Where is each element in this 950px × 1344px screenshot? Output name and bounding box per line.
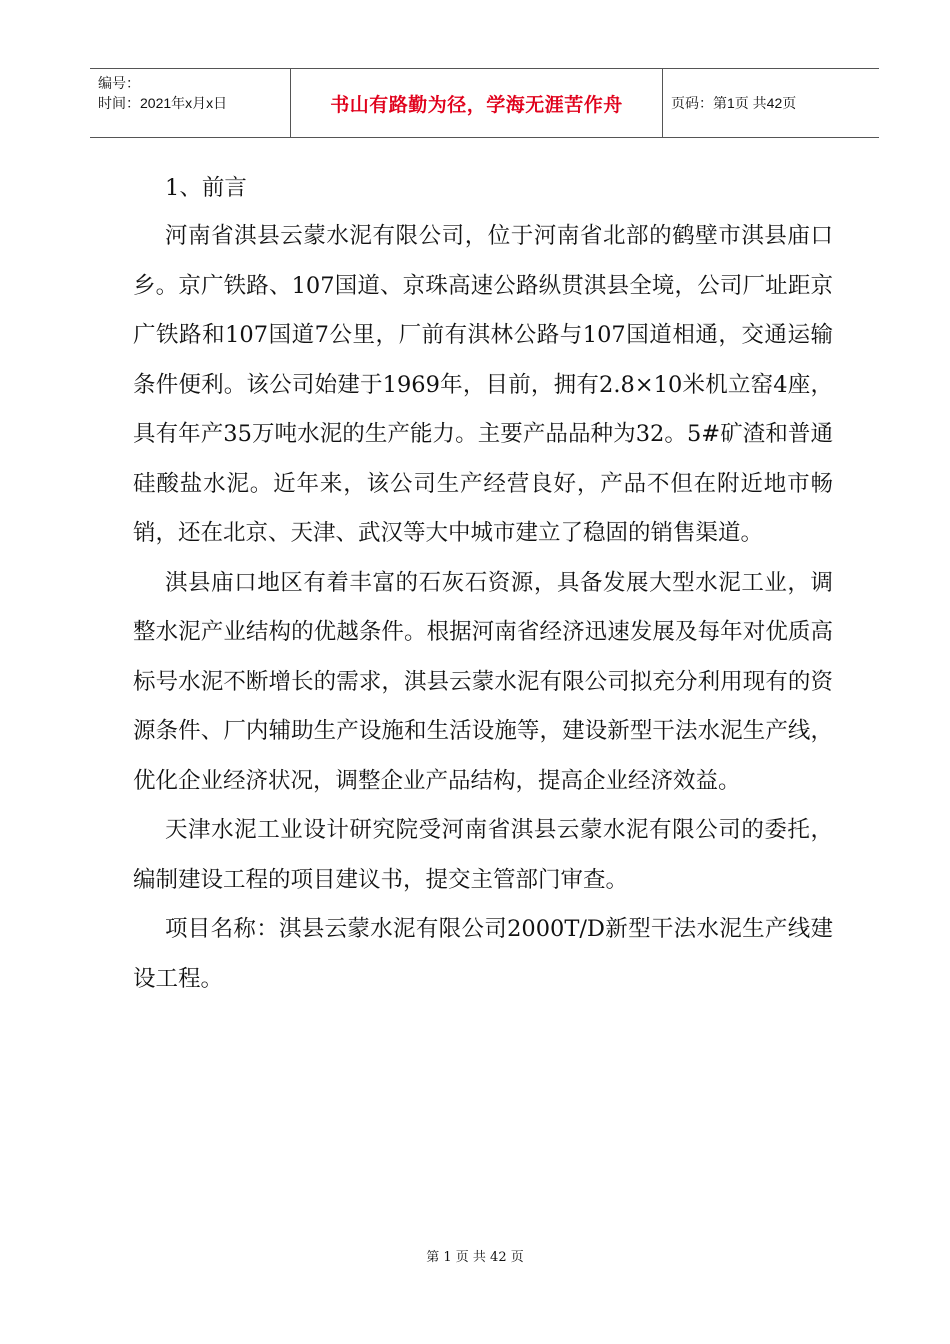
header-page-info: 页码：第1页 共42页 bbox=[671, 95, 797, 111]
page-header bbox=[90, 68, 879, 138]
header-number-label: 编号： bbox=[98, 75, 140, 91]
paragraph: 河南省淇县云蒙水泥有限公司，位于河南省北部的鹤壁市淇县庙口乡。京广铁路、107国道、京珠高速公路纵贯淇县全境，公司厂址距京广铁路和107国道7公里，厂前有淇林公路与107国道相通，交通运输条件便利。该公司始建于1969年，目前，拥有2.8×10米机立窑4座，具有年产35万吨水泥的生产能力。主要产品品种为32。5#矿渣和普通硅酸盐水泥。近年来，该公司生产经营良好，产品不但在附近地市畅销，还在北京、天津、武汉等大中城市建立了稳固的销售渠道。 bbox=[133, 223, 833, 546]
header-motto: 书山有路勤为径，学海无涯苦作舟 bbox=[330, 93, 623, 116]
paragraph: 项目名称：淇县云蒙水泥有限公司2000T/D新型干法水泥生产线建设工程。 bbox=[133, 916, 833, 992]
paragraph: 天津水泥工业设计研究院受河南省淇县云蒙水泥有限公司的委托，编制建设工程的项目建议书，提交主管部门审查。 bbox=[133, 817, 833, 893]
header-time-label: 时间：2021年x月x日 bbox=[98, 95, 228, 111]
header-motto-cell bbox=[291, 69, 663, 137]
section-heading: 1、前言 bbox=[165, 175, 247, 201]
paragraph: 淇县庙口地区有着丰富的石灰石资源，具备发展大型水泥工业，调整水泥产业结构的优越条件。根据河南省经济迅速发展及每年对优质高标号水泥不断增长的需求，淇县云蒙水泥有限公司拟充分利用现有的资源条件、厂内辅助生产设施和生活设施等，建设新型干法水泥生产线，优化企业经济状况，调整企业产品结构，提高企业经济效益。 bbox=[133, 569, 833, 794]
page-footer: 第 1 页 共 42 页 bbox=[426, 1250, 524, 1265]
header-meta bbox=[90, 69, 291, 137]
document-body bbox=[133, 164, 833, 1004]
